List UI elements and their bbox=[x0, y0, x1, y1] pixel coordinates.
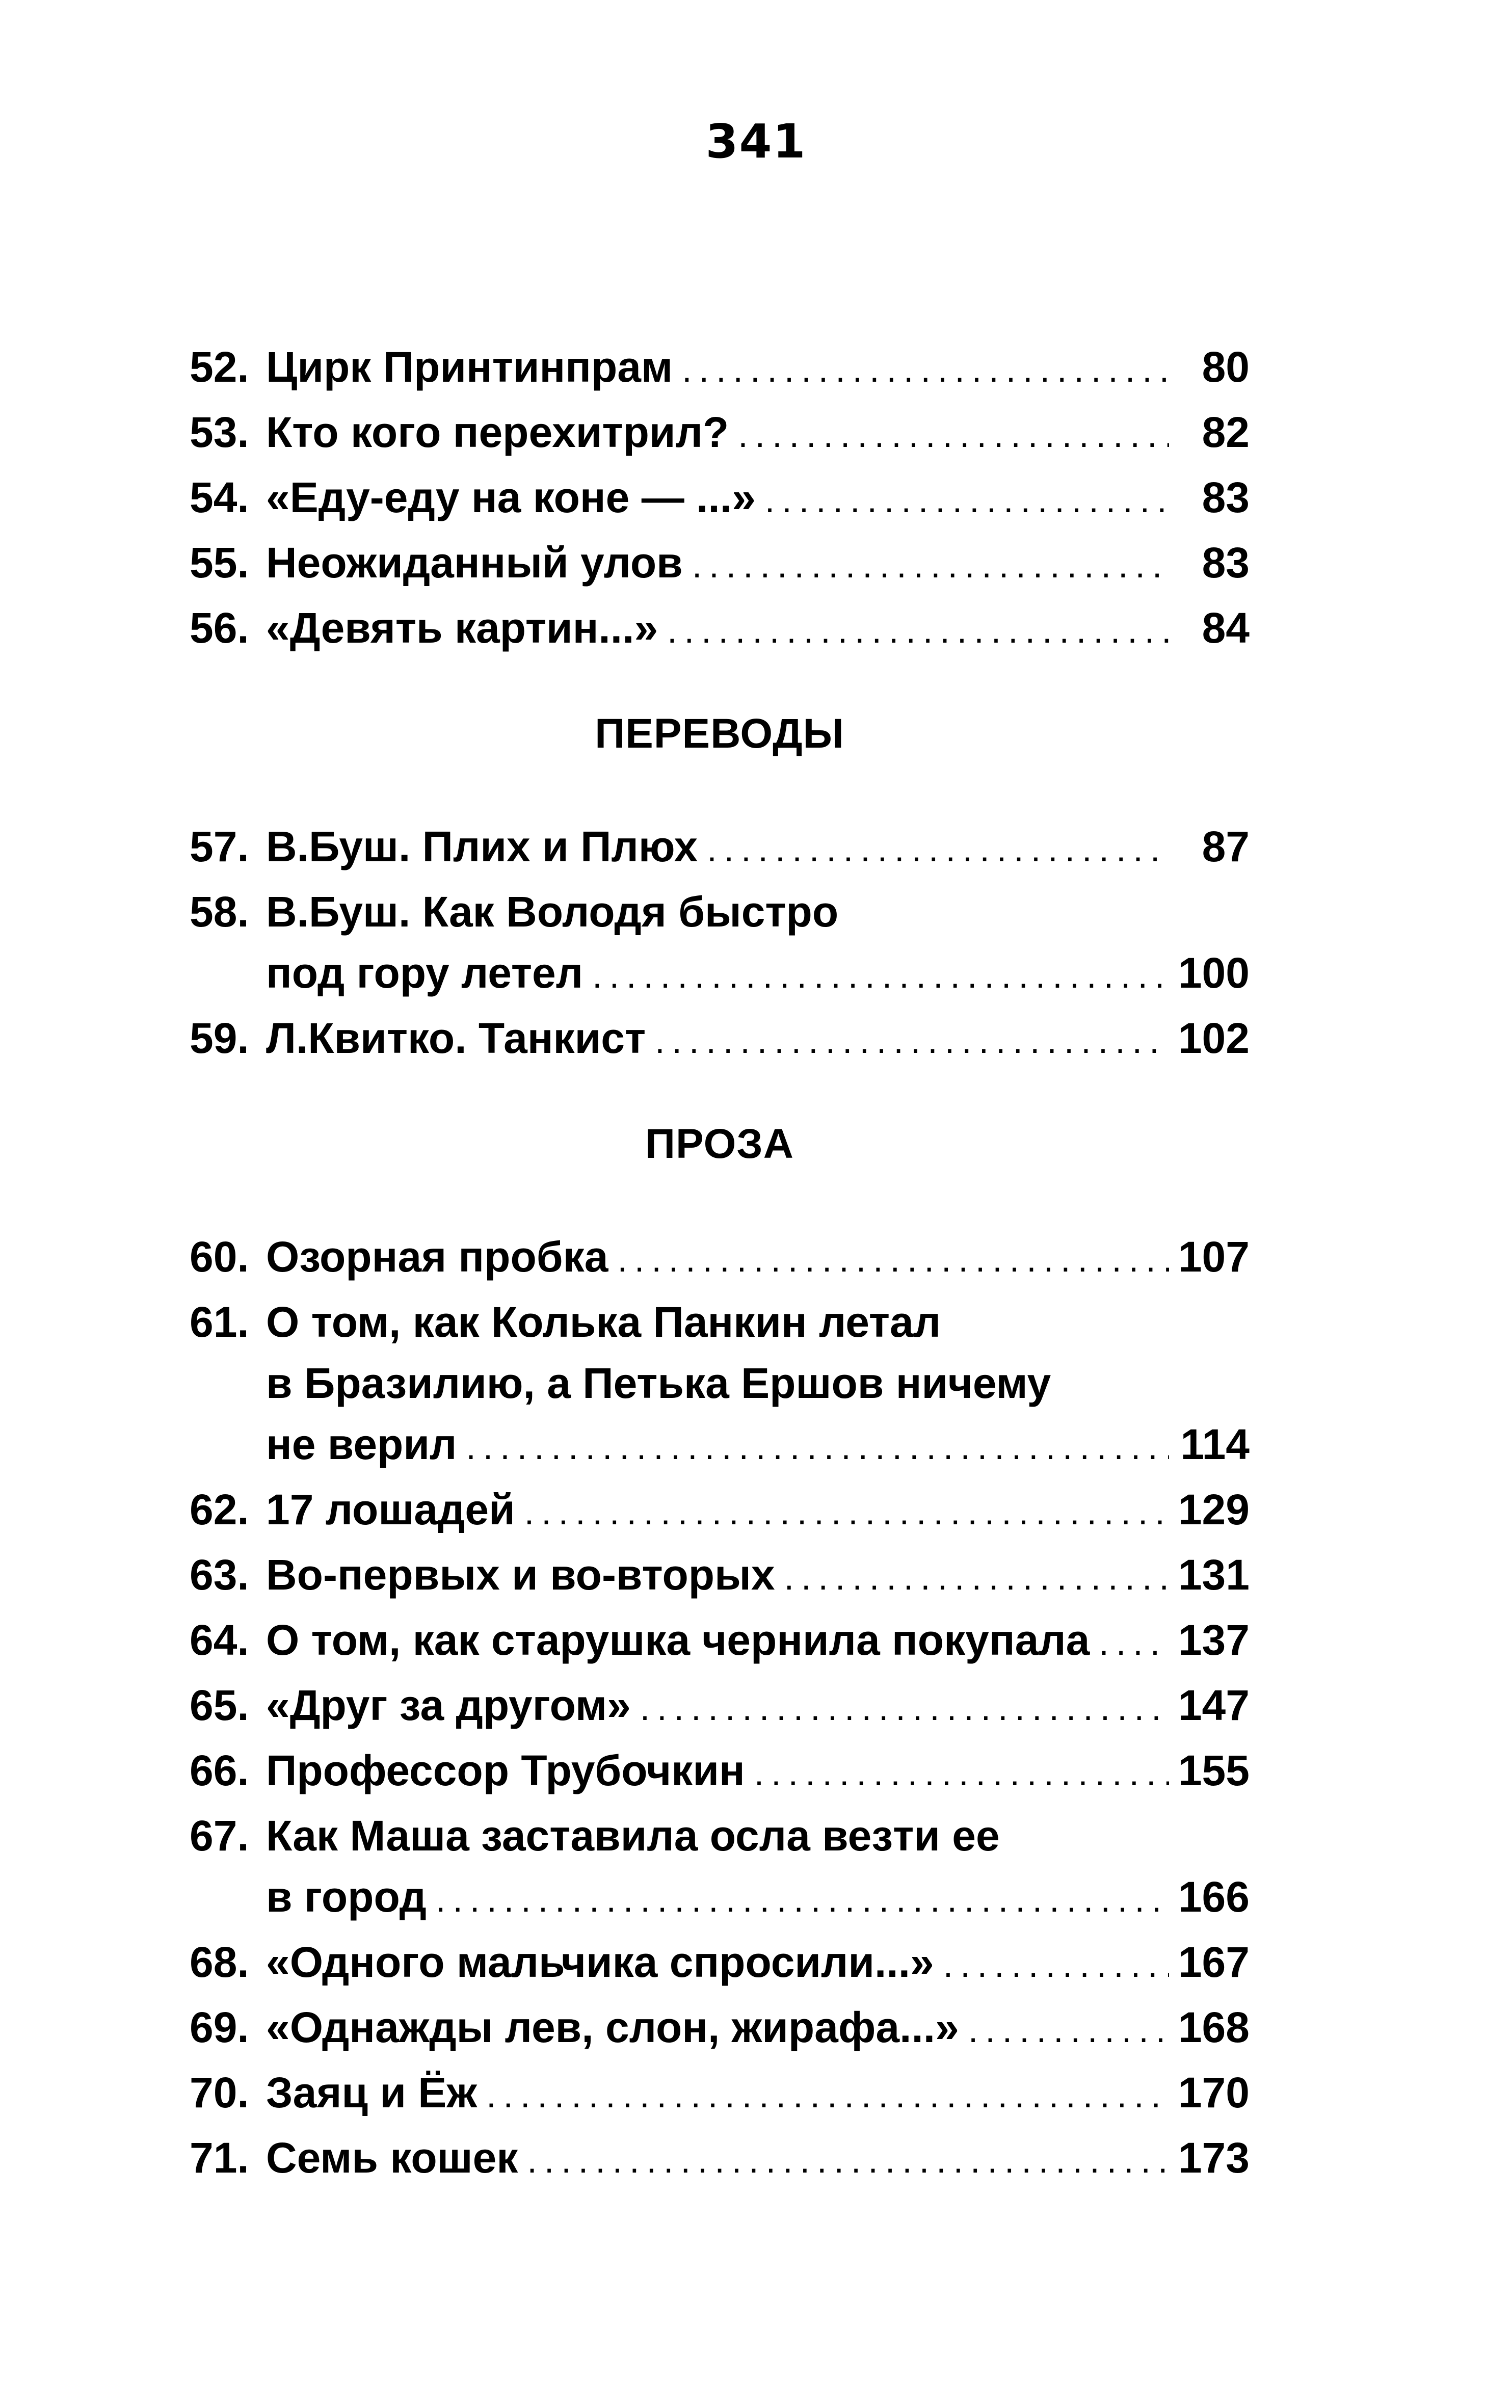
entry-title: Л.Квитко. Танкист bbox=[266, 1014, 646, 1062]
entry-title: под гору летел bbox=[266, 949, 583, 997]
entry-title-line: В.Буш. Как Володя быстро bbox=[266, 888, 839, 936]
entry-title: «Еду-еду на коне — ...» bbox=[266, 473, 756, 521]
entry-number: 57. bbox=[190, 823, 249, 870]
entry-body bbox=[266, 1008, 1250, 1071]
entry-number: 65. bbox=[190, 1681, 249, 1729]
toc-entry[interactable] bbox=[190, 597, 1250, 661]
entry-number: 59. bbox=[190, 1014, 249, 1062]
toc-entry[interactable] bbox=[190, 1226, 1250, 1290]
entry-body bbox=[266, 881, 1250, 1006]
entry-title: В.Буш. Плих и Плюх bbox=[266, 823, 698, 870]
dot-leader bbox=[640, 1677, 1169, 1738]
toc-entry[interactable] bbox=[190, 467, 1250, 531]
table-of-contents bbox=[190, 336, 1250, 2191]
dot-leader bbox=[943, 1934, 1169, 1995]
entry-body bbox=[266, 1291, 1250, 1477]
entry-body bbox=[266, 1740, 1250, 1804]
entry-number: 58. bbox=[190, 888, 249, 936]
entry-title: Кто кого перехитрил? bbox=[266, 408, 729, 456]
toc-entry[interactable] bbox=[190, 1740, 1250, 1804]
entry-page-number: 173 bbox=[1178, 2134, 1250, 2182]
entry-last-line bbox=[266, 1997, 1250, 2060]
entry-title: О том, как старушка чернила покупала bbox=[266, 1616, 1090, 1664]
entry-title: не верил bbox=[266, 1420, 457, 1468]
toc-entry[interactable] bbox=[190, 336, 1250, 400]
entry-body bbox=[266, 1931, 1250, 1995]
dot-leader bbox=[968, 1999, 1169, 2060]
entry-title: 17 лошадей bbox=[266, 1486, 515, 1533]
entry-number: 69. bbox=[190, 2003, 249, 2051]
entry-title: в город bbox=[266, 1873, 427, 1921]
entry-title: «Друг за другом» bbox=[266, 1681, 631, 1729]
entry-number: 62. bbox=[190, 1486, 249, 1533]
entry-page-number: 131 bbox=[1178, 1551, 1250, 1599]
toc-entry[interactable] bbox=[190, 881, 1250, 1006]
entry-last-line bbox=[266, 1931, 1250, 1995]
toc-entry[interactable] bbox=[190, 1008, 1250, 1071]
entry-title-line: Как Маша заставила осла везти ее bbox=[266, 1812, 1000, 1860]
toc-section bbox=[190, 1226, 1250, 2191]
toc-entry[interactable] bbox=[190, 2127, 1250, 2191]
entry-page-number: 167 bbox=[1178, 1938, 1250, 1986]
toc-entry[interactable] bbox=[190, 1931, 1250, 1995]
entry-number: 52. bbox=[190, 343, 249, 391]
entry-number: 55. bbox=[190, 539, 249, 587]
entry-last-line bbox=[266, 1544, 1250, 1608]
toc-entry[interactable] bbox=[190, 532, 1250, 596]
entry-body bbox=[266, 402, 1250, 465]
entry-last-line bbox=[266, 1675, 1250, 1738]
entry-title: Неожиданный улов bbox=[266, 539, 683, 587]
entry-last-line bbox=[266, 1479, 1250, 1543]
dot-leader bbox=[682, 339, 1169, 400]
entry-last-line bbox=[266, 2062, 1250, 2126]
entry-number: 70. bbox=[190, 2069, 249, 2116]
entry-title: «Девять картин...» bbox=[266, 604, 658, 652]
entry-page-number: 170 bbox=[1178, 2069, 1250, 2116]
entry-number: 63. bbox=[190, 1551, 249, 1599]
entry-last-line bbox=[266, 402, 1250, 465]
entry-title: Цирк Принтинпрам bbox=[266, 343, 673, 391]
entry-number: 68. bbox=[190, 1938, 249, 1986]
toc-entry[interactable] bbox=[190, 1479, 1250, 1543]
entry-last-line bbox=[266, 467, 1250, 531]
entry-number: 60. bbox=[190, 1233, 249, 1281]
entry-body bbox=[266, 2127, 1250, 2191]
entry-page-number: 83 bbox=[1202, 473, 1250, 521]
entry-body bbox=[266, 1997, 1250, 2060]
entry-last-line bbox=[266, 2127, 1250, 2191]
entry-number: 71. bbox=[190, 2134, 249, 2182]
entry-body bbox=[266, 1226, 1250, 1290]
dot-leader bbox=[707, 818, 1169, 880]
entry-last-line bbox=[266, 942, 1250, 1006]
entry-body bbox=[266, 1609, 1250, 1673]
entry-page-number: 166 bbox=[1178, 1873, 1250, 1921]
entry-number: 53. bbox=[190, 408, 249, 456]
entry-page-number: 147 bbox=[1178, 1681, 1250, 1729]
entry-page-number: 102 bbox=[1178, 1014, 1250, 1062]
entry-page-number: 82 bbox=[1202, 408, 1250, 456]
entry-title: Семь кошек bbox=[266, 2134, 518, 2182]
entry-title: Озорная пробка bbox=[266, 1233, 608, 1281]
entry-last-line bbox=[266, 532, 1250, 596]
entry-number: 66. bbox=[190, 1747, 249, 1794]
entry-page-number: 107 bbox=[1178, 1233, 1250, 1281]
entry-number: 61. bbox=[190, 1298, 249, 1346]
entry-last-line bbox=[266, 597, 1250, 661]
dot-leader bbox=[592, 945, 1169, 1006]
entry-number: 54. bbox=[190, 473, 249, 521]
entry-page-number: 83 bbox=[1202, 539, 1250, 587]
entry-last-line bbox=[266, 336, 1250, 400]
toc-section bbox=[190, 816, 1250, 1071]
dot-leader bbox=[738, 404, 1169, 465]
toc-entry[interactable] bbox=[190, 1609, 1250, 1673]
entry-body bbox=[266, 336, 1250, 400]
dot-leader bbox=[765, 469, 1169, 531]
dot-leader bbox=[655, 1010, 1169, 1071]
entry-last-line bbox=[266, 1414, 1250, 1477]
entry-page-number: 114 bbox=[1180, 1420, 1250, 1468]
entry-body bbox=[266, 1675, 1250, 1738]
entry-last-line bbox=[266, 1740, 1250, 1804]
entry-number: 67. bbox=[190, 1812, 249, 1860]
entry-body bbox=[266, 532, 1250, 596]
entry-title: «Одного мальчика спросили...» bbox=[266, 1938, 934, 1986]
toc-entry[interactable] bbox=[190, 1291, 1250, 1477]
entry-body bbox=[266, 1805, 1250, 1930]
entry-last-line bbox=[266, 1008, 1250, 1071]
dot-leader bbox=[527, 2130, 1169, 2191]
dot-leader bbox=[1099, 1612, 1169, 1673]
entry-page-number: 155 bbox=[1178, 1747, 1250, 1794]
dot-leader bbox=[754, 1742, 1169, 1804]
toc-entry[interactable] bbox=[190, 1805, 1250, 1930]
entry-page-number: 168 bbox=[1178, 2003, 1250, 2051]
toc-entry[interactable] bbox=[190, 1544, 1250, 1608]
entry-body bbox=[266, 816, 1250, 880]
dot-leader bbox=[692, 535, 1169, 596]
toc-entry[interactable] bbox=[190, 402, 1250, 465]
entry-page-number: 129 bbox=[1178, 1486, 1250, 1533]
dot-leader bbox=[466, 1416, 1169, 1477]
dot-leader bbox=[617, 1229, 1169, 1290]
toc-entry[interactable] bbox=[190, 1675, 1250, 1738]
toc-entry[interactable] bbox=[190, 2062, 1250, 2126]
dot-leader bbox=[784, 1547, 1169, 1608]
toc-section bbox=[190, 336, 1250, 661]
section-heading: ПЕРЕВОДЫ bbox=[595, 710, 844, 757]
entry-body bbox=[266, 1479, 1250, 1543]
entry-last-line bbox=[266, 1609, 1250, 1673]
page-number: 341 bbox=[705, 114, 807, 169]
entry-body bbox=[266, 2062, 1250, 2126]
dot-leader bbox=[667, 600, 1169, 661]
dot-leader bbox=[524, 1481, 1169, 1543]
entry-title: Профессор Трубочкин bbox=[266, 1747, 745, 1794]
entry-last-line bbox=[266, 816, 1250, 880]
entry-page-number: 137 bbox=[1178, 1616, 1250, 1664]
entry-title-line: в Бразилию, а Петька Ершов ничему bbox=[266, 1359, 1051, 1407]
dot-leader bbox=[436, 1869, 1169, 1930]
toc-entry[interactable] bbox=[190, 1997, 1250, 2060]
entry-body bbox=[266, 597, 1250, 661]
entry-number: 56. bbox=[190, 604, 249, 652]
entry-body bbox=[266, 467, 1250, 531]
toc-entry[interactable] bbox=[190, 816, 1250, 880]
entry-page-number: 87 bbox=[1202, 823, 1250, 870]
entry-page-number: 84 bbox=[1202, 604, 1250, 652]
entry-title: «Однажды лев, слон, жирафа...» bbox=[266, 2003, 959, 2051]
entry-last-line bbox=[266, 1866, 1250, 1930]
entry-title-line: О том, как Колька Панкин летал bbox=[266, 1298, 941, 1346]
entry-page-number: 80 bbox=[1202, 343, 1250, 391]
entry-body bbox=[266, 1544, 1250, 1608]
entry-title: Во-первых и во-вторых bbox=[266, 1551, 775, 1599]
entry-last-line bbox=[266, 1226, 1250, 1290]
entry-number: 64. bbox=[190, 1616, 249, 1664]
section-heading: ПРОЗА bbox=[645, 1121, 794, 1167]
dot-leader bbox=[486, 2065, 1169, 2126]
entry-page-number: 100 bbox=[1178, 949, 1250, 997]
entry-title: Заяц и Ёж bbox=[266, 2069, 478, 2116]
